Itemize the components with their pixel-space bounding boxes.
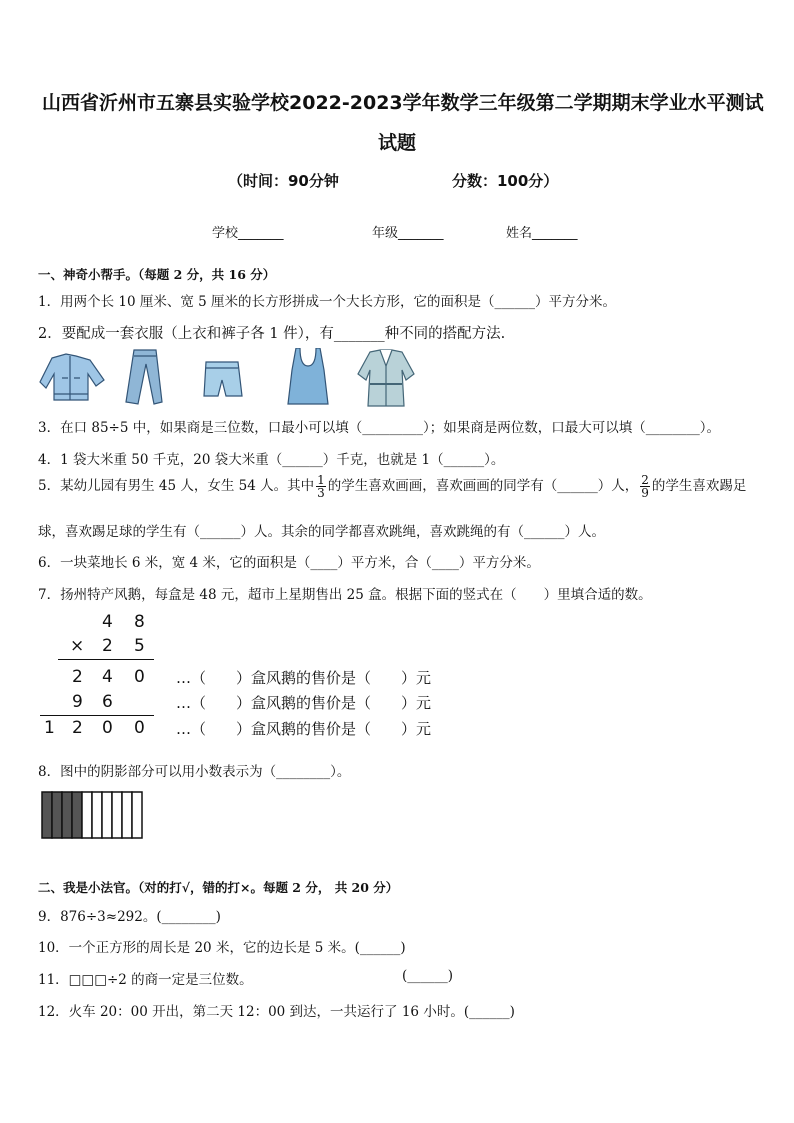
question-10: 10．一个正方形的周长是 20 米，它的边长是 5 米。(______)	[38, 940, 406, 956]
calc-note: …（ ）盒风鹅的售价是（ ）元	[176, 694, 432, 712]
calc-digit: 5	[134, 636, 145, 656]
question-5-part-c: 的学生喜欢踢足	[651, 478, 747, 494]
unshaded-strip	[112, 792, 122, 838]
calc-digit: 2	[72, 718, 83, 738]
trousers-icon	[126, 350, 162, 404]
name-field[interactable]: 姓名_______	[506, 226, 578, 241]
school-field[interactable]: 学校_______	[212, 226, 284, 241]
calc-digit: 0	[134, 667, 145, 687]
question-7: 7．扬州特产风鹅，每盒是 48 元，超市上星期售出 25 盒。根据下面的竖式在（ ）里填合适的数。	[38, 587, 652, 603]
exam-time: （时间：90分钟	[228, 172, 339, 190]
question-1: 1．用两个长 10 厘米、宽 5 厘米的长方形拼成一个大长方形，它的面积是（______）平方分米。	[38, 294, 617, 310]
unshaded-strip	[122, 792, 132, 838]
coat-icon	[358, 350, 414, 406]
fraction-two-ninths	[640, 474, 650, 499]
section-1-heading: 一、神奇小帮手。（每题 2 分，共 16 分）	[38, 267, 276, 282]
question-8: 8．图中的阴影部分可以用小数表示为（________）。	[38, 764, 351, 780]
calc-digit: 8	[134, 612, 145, 632]
fraction-one-third	[316, 474, 326, 499]
calc-line	[40, 715, 154, 716]
section-2-heading: 二、我是小法官。（对的打√，错的打×。每题 2 分， 共 20 分）	[38, 880, 399, 895]
calc-digit: 1	[44, 718, 55, 738]
shaded-strip	[42, 792, 52, 838]
vertical-multiplication	[38, 612, 468, 742]
question-5-line-2: 球，喜欢踢足球的学生有（______）人。其余的同学都喜欢跳绳，喜欢跳绳的有（______）人。	[38, 524, 605, 540]
fraction-denominator: 9	[641, 486, 649, 500]
question-2: 2．要配成一套衣服（上衣和裤子各 1 件），有_______种不同的搭配方法.	[38, 326, 506, 342]
shorts-icon	[204, 362, 242, 396]
calc-note: …（ ）盒风鹅的售价是（ ）元	[176, 669, 432, 687]
question-11: 11．□□□÷2 的商一定是三位数。	[38, 972, 253, 988]
jacket-icon	[40, 354, 104, 400]
question-5-part-a: 5．某幼儿园有男生 45 人，女生 54 人。其中	[38, 478, 315, 494]
unshaded-strip	[82, 792, 92, 838]
question-3: 3．在口 85÷5 中，如果商是三位数，口最小可以填（_________）；如果商是两位数，口最大可以填（________）。	[38, 420, 720, 436]
page-title-continued: 试题	[378, 132, 417, 154]
shaded-strip	[62, 792, 72, 838]
page-title: 山西省沂州市五寨县实验学校2022-2023学年数学三年级第二学期期末学业水平测试	[42, 92, 764, 114]
question-12: 12．火车 20：00 开出，第二天 12：00 到达，一共运行了 16 小时。(______)	[38, 1004, 515, 1020]
question-5-part-b: 的学生喜欢画画，喜欢画画的同学有（______）人，	[327, 478, 639, 494]
question-11-answer-blank[interactable]: (______)	[402, 968, 454, 984]
calc-digit: 9	[72, 692, 83, 712]
calc-digit: 2	[102, 636, 113, 656]
question-5	[38, 474, 746, 499]
unshaded-strip	[102, 792, 112, 838]
calc-digit: 6	[102, 692, 113, 712]
question-4: 4．1 袋大米重 50 千克，20 袋大米重（______）千克，也就是 1（______）。	[38, 452, 505, 468]
calc-note: …（ ）盒风鹅的售价是（ ）元	[176, 720, 432, 738]
multiply-sign: ×	[70, 636, 85, 656]
calc-line	[58, 659, 154, 660]
calc-digit: 0	[102, 718, 113, 738]
calc-digit: 2	[72, 667, 83, 687]
calc-digit: 4	[102, 667, 113, 687]
shaded-decimal-figure	[40, 790, 144, 844]
exam-score: 分数：100分）	[452, 172, 559, 190]
question-6: 6．一块菜地长 6 米，宽 4 米，它的面积是（____）平方米，合（____）平方分米。	[38, 555, 540, 571]
clothes-images	[38, 348, 418, 408]
fraction-numerator: 1	[317, 473, 325, 487]
fraction-denominator: 3	[317, 486, 325, 500]
calc-digit: 4	[102, 612, 113, 632]
calc-digit: 0	[134, 718, 145, 738]
tank-top-icon	[288, 348, 328, 404]
unshaded-strip	[132, 792, 142, 838]
shaded-strip	[52, 792, 62, 838]
question-9: 9．876÷3≈292。(________)	[38, 909, 221, 925]
shaded-strip	[72, 792, 82, 838]
fraction-numerator: 2	[641, 473, 649, 487]
grade-field[interactable]: 年级_______	[372, 226, 444, 241]
unshaded-strip	[92, 792, 102, 838]
